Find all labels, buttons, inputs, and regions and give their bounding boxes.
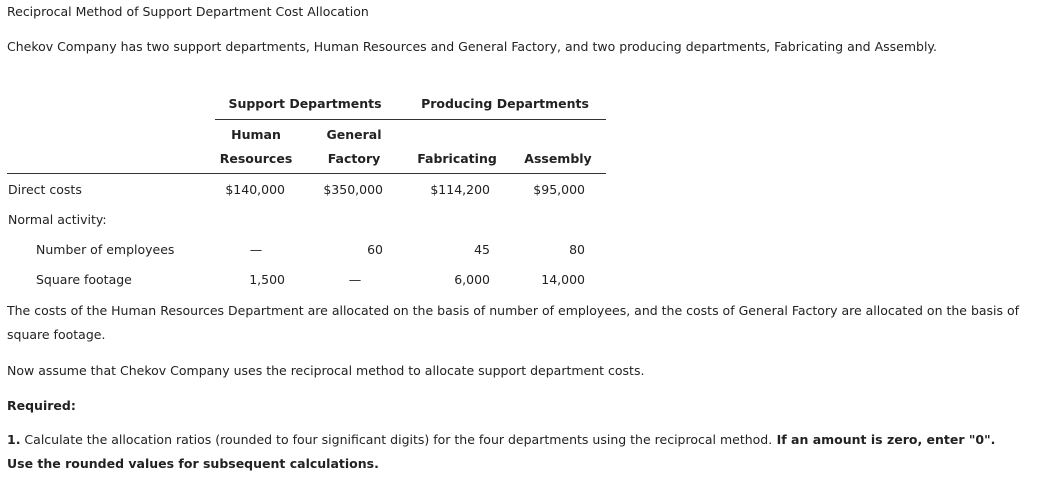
page-title: Reciprocal Method of Support Department Cost Allocation: [7, 4, 369, 19]
col-header-gf-line1: General: [326, 127, 382, 142]
cell-fab: $114,200: [430, 182, 490, 197]
row-label-square-footage: Square footage: [36, 272, 132, 287]
col-header-assembly: Assembly: [524, 151, 592, 166]
col-header-hr-line1: Human: [231, 127, 281, 142]
question-text: Calculate the allocation ratios (rounded to four significant digits) for the four departments using the reciprocal method.: [20, 432, 773, 447]
column-header-rule: [7, 173, 606, 174]
cell-asm: 14,000: [541, 272, 585, 287]
basis-paragraph: The costs of the Human Resources Department are allocated on the basis of number of employees, and the costs of General Factory are allocated on the basis of square footage.: [7, 303, 1020, 342]
cell-hr: 1,500: [249, 272, 285, 287]
row-label-direct-costs: Direct costs: [8, 182, 82, 197]
group-header-support: Support Departments: [228, 96, 382, 111]
cell-fab: 6,000: [454, 272, 490, 287]
col-header-hr-line2: Resources: [219, 151, 293, 166]
row-label-employees: Number of employees: [36, 242, 175, 257]
cell-asm: 80: [569, 242, 585, 257]
required-label: Required:: [7, 398, 76, 413]
header-rule: [215, 119, 606, 120]
intro-text: Chekov Company has two support departments, Human Resources and General Factory, and two producing departments, Fabricating and Assembly.: [7, 39, 938, 54]
cell-hr: $140,000: [225, 182, 285, 197]
cell-hr: —: [249, 242, 263, 257]
cell-gf: $350,000: [323, 182, 383, 197]
col-header-gf-line2: Factory: [327, 151, 381, 166]
cell-fab: 45: [474, 242, 490, 257]
assumption-text: Now assume that Chekov Company uses the reciprocal method to allocate support department costs.: [7, 363, 645, 378]
col-header-fabricating: Fabricating: [417, 151, 497, 166]
question-1: [7, 428, 1025, 476]
cell-asm: $95,000: [533, 182, 585, 197]
cell-gf: —: [348, 272, 362, 287]
cell-gf: 60: [367, 242, 383, 257]
question-number: 1.: [7, 432, 21, 447]
question-instruction: If an amount is zero, enter "0". Use the rounded values for subsequent calculations.: [7, 432, 996, 471]
row-label-normal-activity: Normal activity:: [8, 212, 107, 227]
group-header-producing: Producing Departments: [421, 96, 589, 111]
